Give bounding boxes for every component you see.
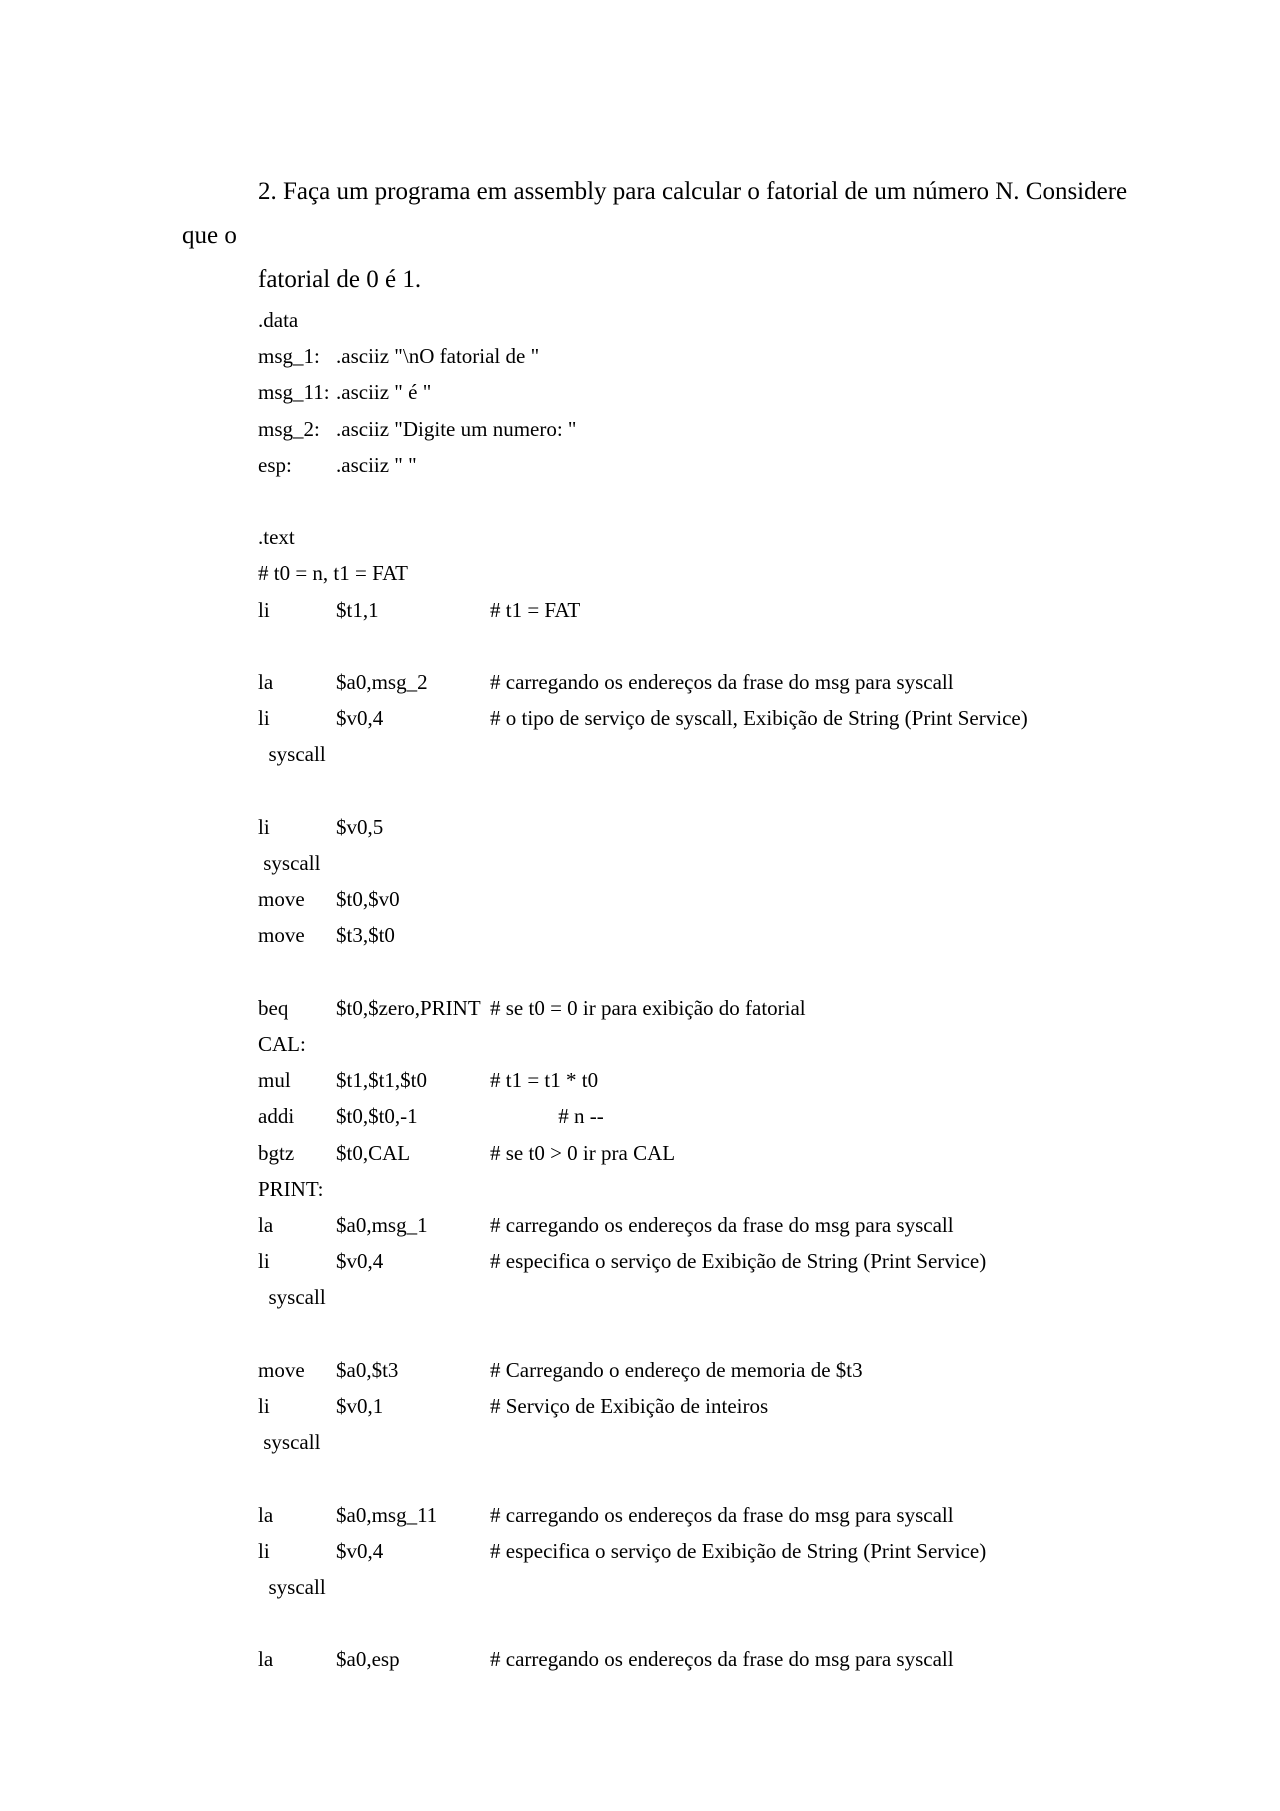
- code-comment: # o tipo de serviço de syscall, Exibição de String (Print Service): [490, 706, 1028, 730]
- code-mnemonic: msg_2:: [258, 417, 320, 441]
- code-mnemonic: syscall: [258, 1285, 326, 1309]
- code-mnemonic: mul: [258, 1068, 291, 1092]
- code-mnemonic: beq: [258, 996, 289, 1020]
- code-mnemonic: .data: [258, 308, 299, 332]
- code-mnemonic: la: [258, 1503, 274, 1527]
- code-comment: # Serviço de Exibição de inteiros: [490, 1394, 769, 1418]
- code-mnemonic: msg_11:: [258, 380, 330, 404]
- code-comment: # especifica o serviço de Exibição de String (Print Service): [490, 1539, 987, 1563]
- code-operands: $v0,1: [336, 1394, 384, 1418]
- question-heading-line-1: 2. Faça um programa em assembly para calcular o fatorial de um número N. Considere: [258, 178, 1128, 205]
- code-mnemonic: msg_1:: [258, 344, 320, 368]
- code-operands: $v0,4: [336, 1539, 384, 1563]
- code-mnemonic: la: [258, 670, 274, 694]
- code-comment: # t1 = t1 * t0: [490, 1068, 599, 1092]
- code-operands: $t1,$t1,$t0: [336, 1068, 428, 1092]
- code-mnemonic: esp:: [258, 453, 292, 477]
- code-operands: .asciiz "Digite um numero: ": [336, 417, 577, 441]
- code-operands: $t0,$t0,-1: [336, 1104, 418, 1128]
- code-mnemonic: li: [258, 1394, 270, 1418]
- code-mnemonic: li: [258, 815, 270, 839]
- code-comment: # t1 = FAT: [490, 598, 581, 622]
- code-mnemonic: .text: [258, 525, 295, 549]
- code-comment: # carregando os endereços da frase do msg para syscall: [490, 1503, 954, 1527]
- code-operands: $t3,$t0: [336, 923, 395, 947]
- code-comment: # se t0 = 0 ir para exibição do fatorial: [490, 996, 806, 1020]
- code-mnemonic: syscall: [258, 742, 326, 766]
- code-mnemonic: # t0 = n, t1 = FAT: [258, 561, 408, 585]
- code-mnemonic: CAL:: [258, 1032, 306, 1056]
- code-operands: $a0,esp: [336, 1647, 400, 1671]
- code-operands: $a0,$t3: [336, 1358, 399, 1382]
- code-mnemonic: bgtz: [258, 1141, 295, 1165]
- code-mnemonic: move: [258, 1358, 305, 1382]
- code-operands: $v0,4: [336, 1249, 384, 1273]
- code-operands: $t0,$v0: [336, 887, 400, 911]
- code-mnemonic: li: [258, 706, 270, 730]
- code-mnemonic: li: [258, 1539, 270, 1563]
- code-operands: $t0,$zero,PRINT: [336, 996, 481, 1020]
- code-comment: # se t0 > 0 ir pra CAL: [490, 1141, 676, 1165]
- code-mnemonic: move: [258, 887, 305, 911]
- code-operands: $v0,5: [336, 815, 384, 839]
- code-comment: # carregando os endereços da frase do msg para syscall: [490, 1213, 954, 1237]
- code-comment: # n --: [490, 1104, 604, 1128]
- code-operands: $t0,CAL: [336, 1141, 411, 1165]
- code-mnemonic: li: [258, 598, 270, 622]
- code-mnemonic: syscall: [258, 1430, 321, 1454]
- code-operands: .asciiz " ": [336, 453, 417, 477]
- code-mnemonic: la: [258, 1647, 274, 1671]
- question-heading-line-3: fatorial de 0 é 1.: [258, 266, 422, 293]
- code-comment: # especifica o serviço de Exibição de String (Print Service): [490, 1249, 987, 1273]
- code-mnemonic: syscall: [258, 1575, 326, 1599]
- code-operands: $a0,msg_1: [336, 1213, 428, 1237]
- code-operands: $t1,1: [336, 598, 379, 622]
- code-comment: # Carregando o endereço de memoria de $t3: [490, 1358, 863, 1382]
- code-mnemonic: li: [258, 1249, 270, 1273]
- code-comment: # carregando os endereços da frase do msg para syscall: [490, 670, 954, 694]
- code-mnemonic: PRINT:: [258, 1177, 324, 1201]
- code-operands: $a0,msg_11: [336, 1503, 438, 1527]
- code-operands: $a0,msg_2: [336, 670, 428, 694]
- code-operands: $v0,4: [336, 706, 384, 730]
- question-heading-line-2: que o: [182, 222, 237, 249]
- code-mnemonic: syscall: [258, 851, 321, 875]
- code-comment: # carregando os endereços da frase do msg para syscall: [490, 1647, 954, 1671]
- code-operands: .asciiz "\nO fatorial de ": [336, 344, 540, 368]
- code-mnemonic: la: [258, 1213, 274, 1237]
- code-mnemonic: move: [258, 923, 305, 947]
- code-operands: .asciiz " é ": [336, 380, 432, 404]
- code-mnemonic: addi: [258, 1104, 295, 1128]
